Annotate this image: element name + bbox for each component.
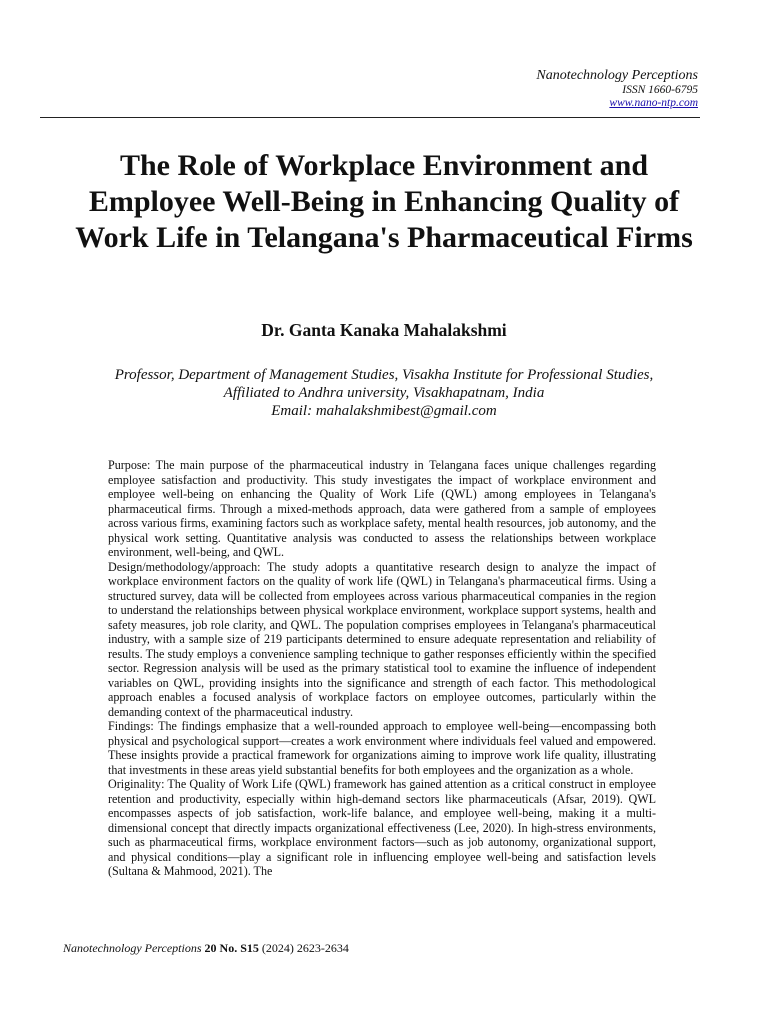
footer-journal: Nanotechnology Perceptions <box>63 941 202 955</box>
header-divider <box>40 117 700 118</box>
footer-volume: 20 No. S15 <box>204 941 259 955</box>
affiliation <box>40 366 728 420</box>
abstract-findings: Findings: The findings emphasize that a well-rounded approach to employee well-being—encompassing both physical and psychological support—creates a work environment where individuals feel valued and empowered. These insights provide a practical framework for organizations aiming to improve work life quality, illustrating that investments in these areas yield substantial benefits for both employees and the organization as a whole. <box>108 719 656 777</box>
page-footer <box>63 941 349 956</box>
abstract <box>108 458 656 879</box>
author-name: Dr. Ganta Kanaka Mahalakshmi <box>261 320 507 340</box>
abstract-design: Design/methodology/approach: The study adopts a quantitative research design to analyze the impact of workplace environment factors on the quality of work life (QWL) in Telangana's pharmaceutical firms. Using a structured survey, data will be collected from employees across various pharmaceutical companies in the region to understand the relationships between physical workplace environment, workplace support systems, health and safety measures, job role clarity, and QWL. The population comprises employees in Telangana's pharmaceutical industry, with a sample size of 219 participants determined to ensure adequate representation and reliability of results. The study employs a convenience sampling technique to gather responses efficiently within the specified sector. Regression analysis will be used as the primary statistical tool to examine the influence of independent variables on QWL, providing insights into the significance and strength of each factor. This methodological approach enables a focused analysis of workplace factors on employee outcomes, particularly within the demanding context of the pharmaceutical industry. <box>108 559 656 719</box>
journal-name: Nanotechnology Perceptions <box>536 68 698 83</box>
journal-website-link[interactable]: www.nano-ntp.com <box>609 97 698 110</box>
footer-pages: (2024) 2623-2634 <box>261 941 349 955</box>
abstract-originality: Originality: The Quality of Work Life (QWL) framework has gained attention as a critical construct in employee retention and productivity, especially within high-demand sectors like pharmaceuticals (Afsar, 2019). QWL encompasses aspects of job satisfaction, work-life balance, and employee well-being, making it a multi-dimensional concept that directly impacts organizational effectiveness (Lee, 2020). In high-stress environments, such as pharmaceutical firms, workplace environment factors—such as job autonomy, organizational support, and physical conditions—play a significant role in influencing employee well-being and satisfaction levels (Sultana & Mahmood, 2021). The <box>108 777 656 878</box>
journal-header <box>536 68 698 111</box>
paper-title: The Role of Workplace Environment and Employee Well-Being in Enhancing Quality of Work Life in Telangana's Pharmaceutical Firms <box>75 149 693 254</box>
affiliation-line-2: Affiliated to Andhra university, Visakhapatnam, India <box>223 385 545 401</box>
author-email: Email: mahalakshmibest@gmail.com <box>271 403 497 419</box>
affiliation-line-1: Professor, Department of Management Studies, Visakha Institute for Professional Studies, <box>114 367 654 383</box>
issn: ISSN 1660-6795 <box>622 84 698 97</box>
abstract-purpose: Purpose: The main purpose of the pharmaceutical industry in Telangana faces unique challenges regarding employee satisfaction and productivity. This study investigates the impact of workplace environment and employee well-being on enhancing the Quality of Work Life (QWL) among employees in Telangana's pharmaceutical firms. Through a mixed-methods approach, data were gathered from a sample of employees across various firms, examining factors such as workplace safety, mental health resources, job autonomy, and the physical work setting. Quantitative analysis was conducted to assess the relationships between workplace environment, well-being, and QWL. <box>108 458 656 559</box>
